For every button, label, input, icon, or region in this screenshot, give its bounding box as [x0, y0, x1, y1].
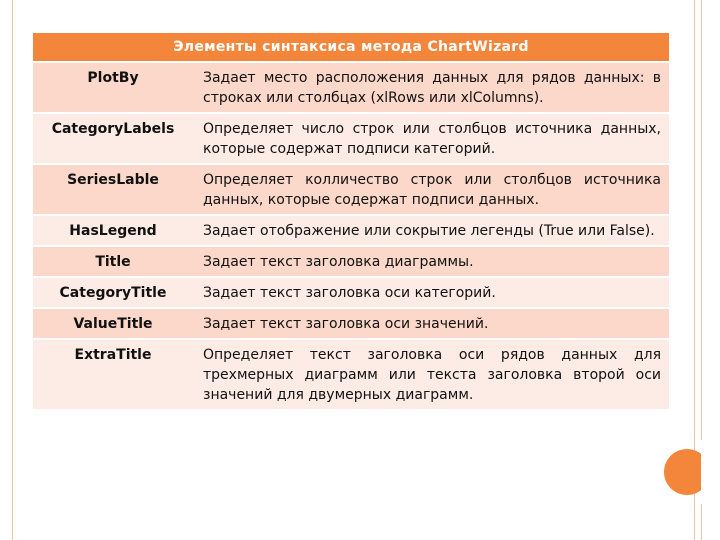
table-row	[33, 246, 669, 277]
row-description: Определяет колличество строк или столбцов источника данных, которые содержат подписи данных.	[193, 164, 669, 215]
table-header: Элементы синтаксиса метода ChartWizard	[33, 33, 669, 62]
table-row	[33, 339, 669, 410]
row-description: Задает текст заголовка диаграммы.	[193, 246, 669, 277]
row-description: Задает отображение или сокрытие легенды (True или False).	[193, 215, 669, 246]
table-row	[33, 62, 669, 113]
row-term: SeriesLable	[33, 164, 193, 215]
table-row	[33, 164, 669, 215]
row-term: CategoryLabels	[33, 113, 193, 164]
row-description: Задает текст заголовка оси значений.	[193, 308, 669, 339]
decorative-circle-mask	[701, 440, 720, 504]
row-term: PlotBy	[33, 62, 193, 113]
syntax-table-container	[33, 33, 669, 411]
table-row	[33, 277, 669, 308]
row-description: Задает текст заголовка оси категорий.	[193, 277, 669, 308]
table-row	[33, 215, 669, 246]
row-term: CategoryTitle	[33, 277, 193, 308]
row-description: Задает место расположения данных для рядов данных: в строках или столбцах (xlRows или xlColumns).	[193, 62, 669, 113]
table-row	[33, 113, 669, 164]
row-term: Title	[33, 246, 193, 277]
syntax-table	[33, 33, 669, 411]
frame-line-left	[12, 0, 13, 540]
row-term: ExtraTitle	[33, 339, 193, 410]
row-term: ValueTitle	[33, 308, 193, 339]
row-term: HasLegend	[33, 215, 193, 246]
row-description: Определяет текст заголовка оси рядов данных для трехмерных диаграмм или текста заголовка второй оси значений для двумерных диаграмм.	[193, 339, 669, 410]
table-row	[33, 308, 669, 339]
table-header-row	[33, 33, 669, 62]
row-description: Определяет число строк или столбцов источника данных, которые содержат подписи категорий.	[193, 113, 669, 164]
